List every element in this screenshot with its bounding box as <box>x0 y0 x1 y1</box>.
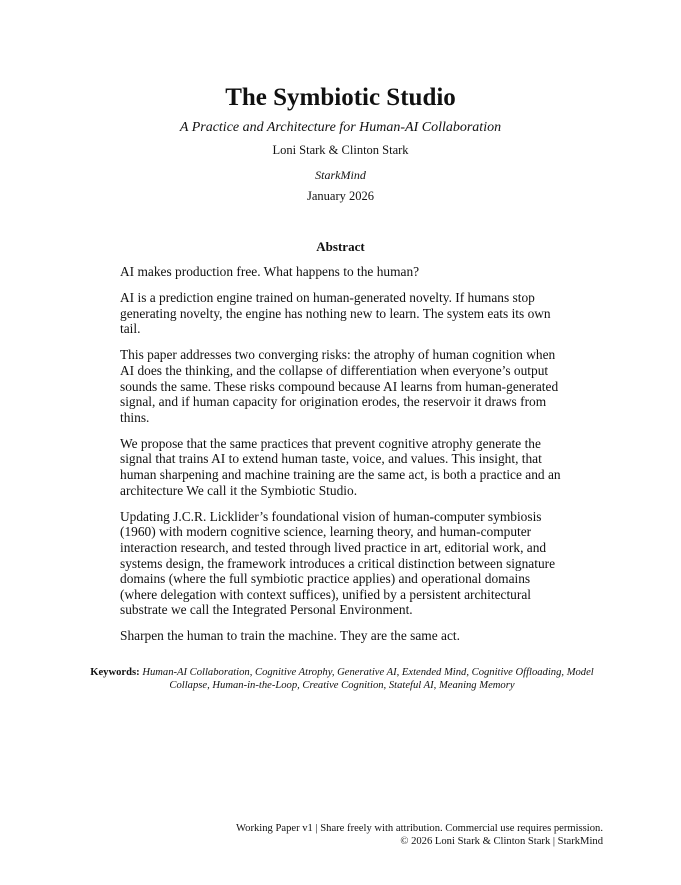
abstract-paragraph: Sharpen the human to train the machine. They are the same act. <box>120 628 460 644</box>
page-footer <box>123 822 603 848</box>
abstract-paragraph: Updating J.C.R. Licklider’s foundational vision of human-computer symbiosis (1960) with modern cognitive science, learning theory, and human-computer interaction research, and tested through lived practice in art, editorial work, and systems design, the framework introduces a critical distinction between signature domains (where the full symbiotic practice applies) and operational domains (where delegation with context suffices), unified by a persistent architectural substrate we call the Integrated Personal Environment. <box>120 508 556 618</box>
footer-copyright: © 2026 Loni Stark & Clinton Stark | StarkMind <box>400 836 603 847</box>
abstract-paragraph: AI is a prediction engine trained on human-generated novelty. If humans stop generating novelty, the engine has nothing new to learn. The system eats its own tail. <box>120 290 551 337</box>
paper-organization: StarkMind <box>315 168 366 182</box>
abstract-paragraph: AI makes production free. What happens to the human? <box>120 264 420 279</box>
paper-subtitle: A Practice and Architecture for Human-AI Collaboration <box>179 120 502 135</box>
footer-license: Working Paper v1 | Share freely with attribution. Commercial use requires permission. <box>236 823 603 834</box>
abstract-paragraph: We propose that the same practices that prevent cognitive atrophy generate the signal that trains AI to extend human taste, voice, and values. This insight, that human sharpening and machine training are the same act, is both a practice and an architecture We call it the Symbiotic Studio. <box>120 435 561 498</box>
abstract-heading: Abstract <box>316 239 365 254</box>
keywords-label: Keywords: <box>90 667 140 678</box>
paper-date: January 2026 <box>307 189 374 203</box>
keywords-list: Human-AI Collaboration, Cognitive Atrophy, Generative AI, Extended Mind, Cognitive Offloading, Model Collapse, Human-in-the-Loop, Creative Cognition, Stateful AI, Meaning Memory <box>142 667 594 691</box>
abstract-body <box>120 264 566 654</box>
paper-title: The Symbiotic Studio <box>225 84 456 111</box>
keywords-block <box>84 666 600 692</box>
abstract-paragraph: This paper addresses two converging risks: the atrophy of human cognition when AI does the thinking, and the collapse of differentiation when everyone’s output sounds the same. These risks compound because AI learns from human-generated signal, and if human capacity for origination erodes, the reservoir it draws from thins. <box>120 347 559 425</box>
paper-authors: Loni Stark & Clinton Stark <box>272 143 409 157</box>
